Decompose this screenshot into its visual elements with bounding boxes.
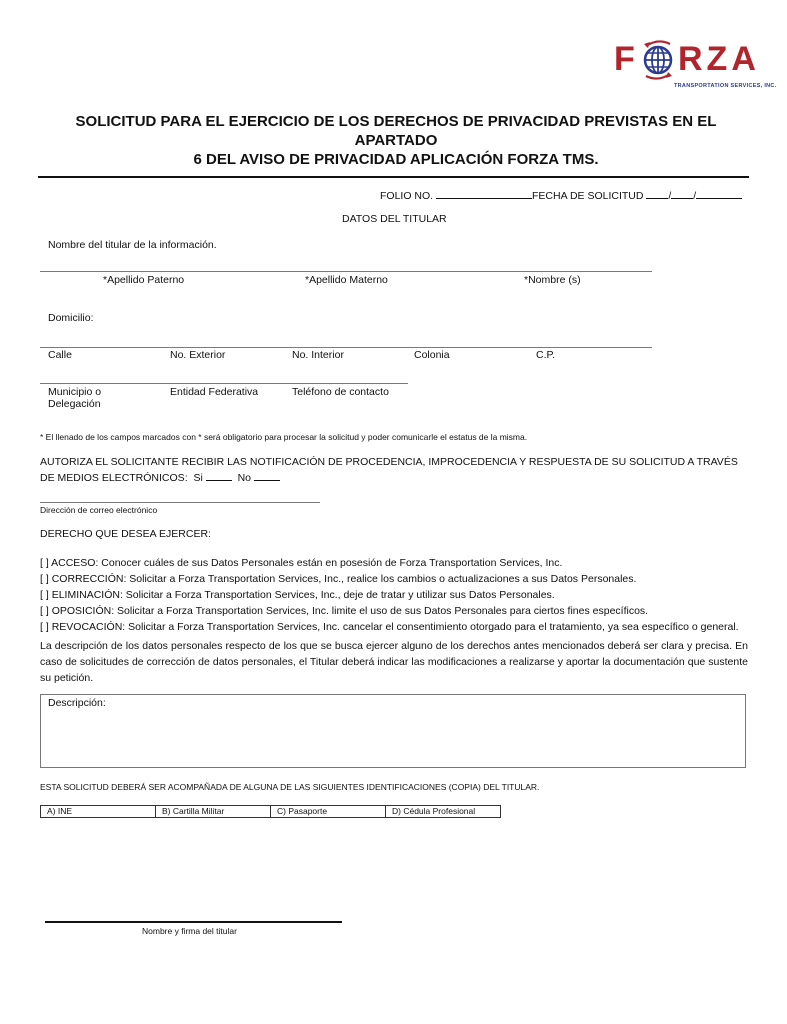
email-label: Dirección de correo electrónico — [40, 505, 158, 515]
derechos-heading: DERECHO QUE DESEA EJERCER: — [40, 528, 211, 540]
derechos-list — [40, 555, 770, 635]
descripcion-textarea[interactable] — [40, 694, 746, 768]
folio-field[interactable] — [436, 188, 532, 199]
folio-fecha-row — [380, 188, 742, 204]
apellido-materno-label: *Apellido Materno — [305, 274, 388, 286]
domicilio-heading: Domicilio: — [48, 312, 94, 324]
derecho-oposicion[interactable] — [40, 603, 770, 619]
derecho-revocacion[interactable] — [40, 619, 770, 635]
checkbox-oposicion[interactable]: [ ] — [40, 605, 49, 617]
logo-tagline: TRANSPORTATION SERVICES, INC. — [674, 83, 777, 89]
nombre-heading: Nombre del titular de la información. — [48, 239, 217, 251]
datos-titular-heading: DATOS DEL TITULAR — [342, 213, 447, 225]
fecha-year-field[interactable] — [696, 188, 742, 199]
si-field[interactable] — [206, 470, 232, 481]
entidad-federativa-label: Entidad Federativa — [170, 386, 259, 398]
identificaciones-table — [40, 805, 501, 818]
descripcion-instructions: La descripción de los datos personales respecto de los que se busca ejercer alguno de los derechos antes mencionados deberá ser clara y precisa. En caso de solicitudes de corrección de datos personales, el Titular deberá indicar las modificaciones a realizarse y aportar la documentación que sustente su petición. — [40, 640, 748, 684]
id-option-cartilla[interactable]: B) Cartilla Militar — [156, 806, 271, 818]
no-field[interactable] — [254, 470, 280, 481]
derecho-oposicion-text: OPOSICIÓN: Solicitar a Forza Transportation Services, Inc. limite el uso de sus Datos Personales para ciertos fines específicos. — [51, 605, 649, 617]
descripcion-label: Descripción: — [48, 697, 106, 709]
title-line-1: SOLICITUD PARA EL EJERCICIO DE LOS DERECHOS DE PRIVACIDAD PREVISTAS EN EL APARTADO — [75, 113, 717, 149]
fecha-day-field[interactable] — [646, 188, 668, 199]
date-separator-1: / — [668, 190, 672, 202]
document-title — [40, 112, 752, 169]
forza-logo — [614, 38, 777, 94]
id-option-pasaporte[interactable]: C) Pasaporte — [271, 806, 386, 818]
no-label: No — [237, 472, 251, 484]
derecho-correccion[interactable] — [40, 571, 770, 587]
folio-label: FOLIO NO. — [380, 190, 434, 202]
derecho-eliminacion[interactable] — [40, 587, 770, 603]
derecho-revocacion-text: REVOCACIÓN: Solicitar a Forza Transportation Services, Inc. cancelar el consentimiento otorgado para el tratamiento, ya sea específico o general. — [51, 621, 739, 633]
no-exterior-label: No. Exterior — [170, 349, 226, 361]
checkbox-eliminacion[interactable]: [ ] — [40, 589, 49, 601]
globe-icon — [638, 38, 678, 82]
no-interior-label: No. Interior — [292, 349, 344, 361]
autoriza-line-1: AUTORIZA EL SOLICITANTE RECIBIR LAS NOTIFICACIÓN DE PROCEDENCIA, IMPROCEDENCIA Y RESPUESTA DE SU SOLICITUD A TRAVÉS — [40, 456, 738, 468]
email-input-line[interactable] — [40, 502, 320, 503]
address-input-line[interactable] — [40, 347, 652, 348]
si-label: Si — [193, 472, 203, 484]
colonia-label: Colonia — [414, 349, 450, 361]
derecho-acceso-text: ACCESO: Conocer cuáles de sus Datos Personales están en posesión de Forza Transportation Services, Inc. — [51, 557, 563, 569]
checkbox-correccion[interactable]: [ ] — [40, 573, 49, 585]
date-separator-2: / — [693, 190, 697, 202]
mandatory-fields-note: * El llenado de los campos marcados con * será obligatorio para procesar la solicitud y poder comunicarle el estatus de la misma. — [40, 432, 528, 442]
logo-letters-rza: RZA — [678, 40, 760, 78]
nombre-label: *Nombre (s) — [524, 274, 581, 286]
cp-label: C.P. — [536, 349, 556, 361]
name-input-line[interactable] — [40, 271, 652, 272]
autoriza-line-2 — [40, 470, 280, 486]
address2-input-line[interactable] — [40, 383, 408, 384]
municipio-label: Municipio o Delegación — [48, 386, 102, 410]
derecho-correccion-text: CORRECCIÓN: Solicitar a Forza Transportation Services, Inc., realice los cambios o actualizaciones a sus Datos Personales. — [51, 573, 637, 585]
calle-label: Calle — [48, 349, 72, 361]
fecha-label: FECHA DE SOLICITUD — [532, 190, 644, 202]
checkbox-revocacion[interactable]: [ ] — [40, 621, 49, 633]
fecha-month-field[interactable] — [671, 188, 693, 199]
telefono-label: Teléfono de contacto — [292, 386, 389, 398]
title-divider — [38, 176, 749, 178]
identificaciones-heading: ESTA SOLICITUD DEBERÁ SER ACOMPAÑADA DE ALGUNA DE LAS SIGUIENTES IDENTIFICACIONES (COPIA) DEL TITULAR. — [40, 782, 540, 792]
id-option-ine[interactable]: A) INE — [41, 806, 156, 818]
checkbox-acceso[interactable]: [ ] — [40, 557, 49, 569]
derecho-eliminacion-text: ELIMINACIÓN: Solicitar a Forza Transportation Services, Inc., deje de tratar y utilizar sus Datos Personales. — [51, 589, 555, 601]
derecho-acceso[interactable] — [40, 555, 770, 571]
signature-label: Nombre y firma del titular — [142, 926, 237, 936]
id-option-cedula[interactable]: D) Cédula Profesional — [386, 806, 501, 818]
logo-letter-f: F — [614, 40, 639, 78]
title-line-2: 6 DEL AVISO DE PRIVACIDAD APLICACIÓN FORZA TMS. — [193, 151, 599, 168]
signature-line[interactable] — [45, 921, 342, 923]
apellido-paterno-label: *Apellido Paterno — [103, 274, 185, 286]
autoriza-prefix: DE MEDIOS ELECTRÓNICOS: — [40, 472, 188, 484]
